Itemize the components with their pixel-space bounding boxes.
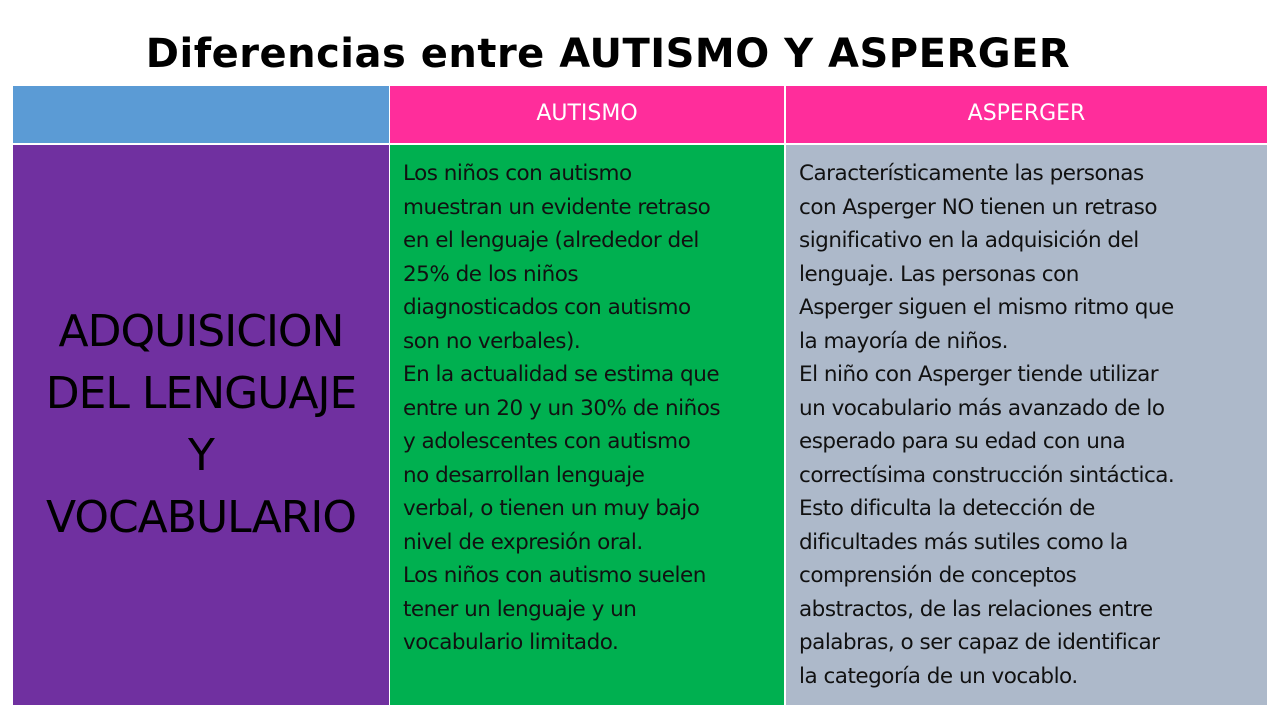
row-label: ADQUISICION DEL LENGUAJE Y VOCABULARIO [45, 306, 357, 543]
row-label-cell [13, 145, 389, 705]
header-autismo: AUTISMO [390, 86, 784, 143]
header-blank-cell [13, 86, 389, 143]
asperger-text: Característicamente las personas con Asperger NO tienen un retraso significativo en la adquisición del lenguaje. Las personas con Asperger siguen el mismo ritmo que la mayoría de niños. El niño con Asperger tiende utilizar un vocabulario más avanzado de lo esperado para su edad con una correctísima construcción sintáctica. Esto dificulta la detección de dificultades más sutiles como la comprensión de conceptos abstractos, de las relaciones entre palabras, o ser capaz de identificar la categoría de un vocablo. [799, 161, 1175, 689]
autismo-cell [390, 145, 784, 705]
asperger-cell [786, 145, 1267, 705]
header-asperger: ASPERGER [786, 86, 1267, 143]
autismo-text: Los niños con autismo muestran un evidente retraso en el lenguaje (alrededor del 25% de los niños diagnosticados con autismo son no verbales). En la actualidad se estima que entre un 20 y un 30% de niños y adolescentes con autismo no desarrollan lenguaje verbal, o tienen un muy bajo nivel de expresión oral. Los niños con autismo suelen tener un lenguaje y un vocabulario limitado. [403, 161, 721, 655]
slide-title: Diferencias entre AUTISMO Y ASPERGER [145, 31, 1071, 77]
